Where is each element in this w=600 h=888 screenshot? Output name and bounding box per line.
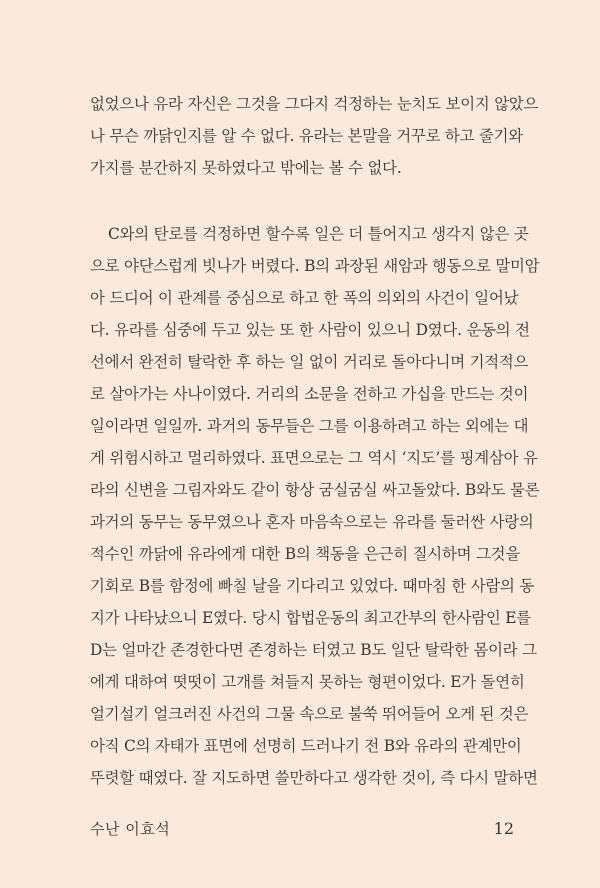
text-line: C와의 탄로를 걱정하면 할수록 일은 더 틀어지고 생각지 않은 곳 (108, 225, 529, 243)
text-line: 가지를 분간하지 못하였다고 밖에는 볼 수 없다. (90, 159, 402, 177)
text-line: 나 무슨 까닭인지를 알 수 없다. 유라는 본말을 거꾸로 하고 줄기와 (90, 127, 523, 145)
text-line: 과거의 동무는 동무였으나 혼자 마음속으로는 유라를 둘러싼 사랑의 (90, 513, 534, 531)
text-line: 뚜렷할 때였다. 잘 지도하면 쓸만하다고 생각한 것이, 즉 다시 말하면 (90, 769, 538, 787)
text-line: 일이라면 일일까. 과거의 동무들은 그를 이용하려고 하는 외에는 대 (90, 417, 529, 435)
text-line: 게 위험시하고 멀리하였다. 표면으로는 그 역시 ‘지도’를 핑계삼아 유 (90, 449, 538, 467)
text-line: 로 살아가는 사나이였다. 거리의 소문을 전하고 가십을 만드는 것이 (90, 385, 529, 403)
text-line: 없었으나 유라 자신은 그것을 그다지 걱정하는 눈치도 보이지 않았으 (90, 95, 539, 113)
text-line: 적수인 까닭에 유라에게 대한 B의 책동을 은근히 질시하며 그것을 (90, 545, 520, 563)
text-line: 아직 C의 자태가 표면에 선명히 드러나기 전 B와 유라의 관계만이 (90, 737, 522, 755)
text-line: 아 드디어 이 관계를 중심으로 하고 한 폭의 의외의 사건이 일어났 (90, 289, 519, 307)
book-title: 수난 이효석 (90, 820, 171, 838)
text-line: 지가 나타났으니 E였다. 당시 합법운동의 최고간부의 한사람인 E를 (90, 609, 531, 627)
text-line: 라의 신변을 그림자와도 같이 항상 굼실굼실 싸고돌았다. B와도 물론 (90, 481, 540, 499)
text-line: 다. 유라를 심중에 두고 있는 또 한 사람이 있으니 D였다. 운동의 전 (90, 321, 530, 339)
text-line: 으로 야단스럽게 빗나가 버렸다. B의 과장된 새암과 행동으로 말미암 (90, 257, 540, 275)
text-line: D는 얼마간 존경한다면 존경하는 터였고 B도 일단 탈락한 몸이라 그 (90, 641, 537, 659)
paragraph-1 (90, 88, 539, 184)
text-line: 선에서 완전히 탈락한 후 하는 일 없이 거리로 돌아다니며 기적적으 (90, 353, 529, 371)
paragraph-2 (90, 218, 540, 794)
text-line: 에게 대하여 떳떳이 고개를 쳐들지 못하는 형편이었다. E가 돌연히 (90, 673, 525, 691)
text-line: 얼기설기 얼크러진 사건의 그물 속으로 불쑥 뛰어들어 오게 된 것은 (90, 705, 529, 723)
text-line: 기회로 B를 함정에 빠칠 날을 기다리고 있었다. 때마침 한 사람의 동 (90, 577, 535, 595)
page-number: 12 (493, 819, 514, 838)
